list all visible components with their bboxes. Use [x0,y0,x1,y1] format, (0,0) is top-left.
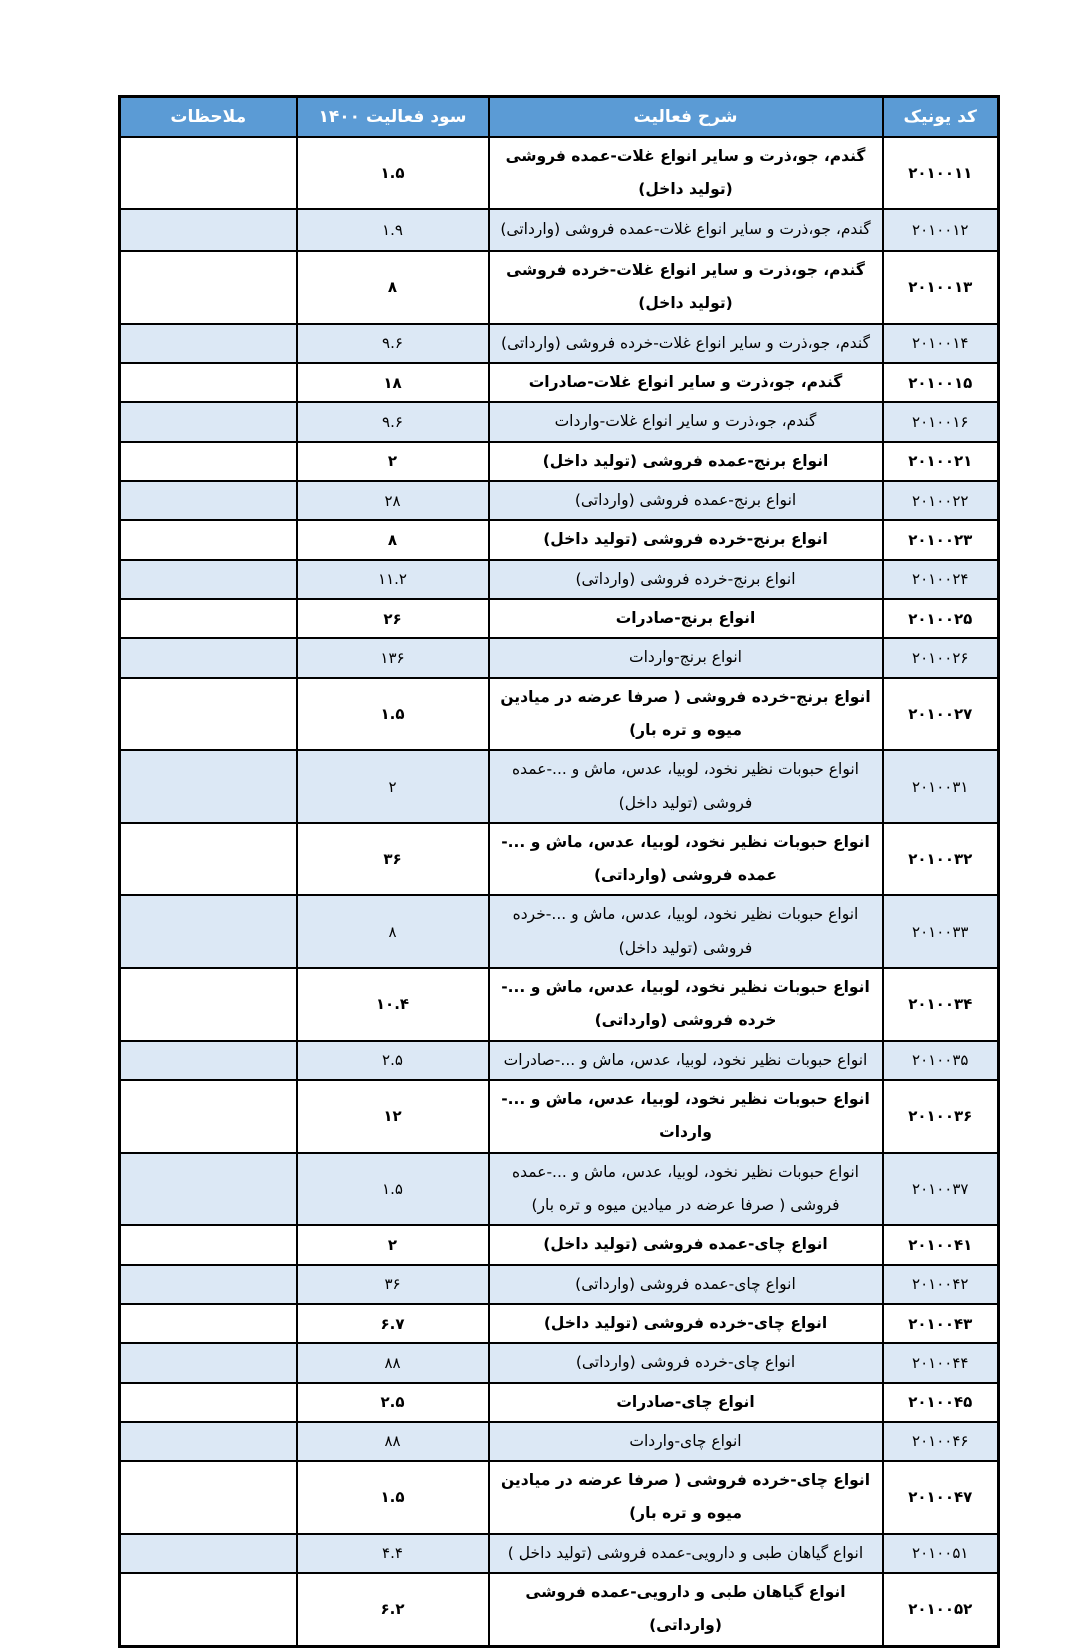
cell-description: انواع چای-خرده فروشی (تولید داخل) [489,1304,883,1343]
table-row [120,1461,999,1534]
column-header-remarks: ملاحظات [120,97,297,137]
cell-remarks [120,1461,297,1534]
column-header-code: کد یونیک [883,97,999,137]
table-row [120,678,999,751]
cell-description: انواع چای-صادرات [489,1383,883,1422]
table-row [120,1153,999,1226]
cell-profit: ۱.۵ [297,1153,489,1226]
cell-description: گندم، جو،ذرت و سایر انواع غلات-عمده فروشی (وارداتی) [489,209,883,251]
cell-description: انواع حبوبات نظیر نخود، لوبیا، عدس، ماش و ...-خرده فروشی (وارداتی) [489,968,883,1041]
cell-code: ۲۰۱۰۰۳۵ [883,1041,999,1080]
cell-remarks [120,1153,297,1226]
cell-code: ۲۰۱۰۰۴۵ [883,1383,999,1422]
cell-profit: ۲۸ [297,481,489,520]
table-row [120,638,999,677]
column-header-description: شرح فعالیت [489,97,883,137]
table-row [120,1422,999,1461]
cell-remarks [120,1225,297,1264]
cell-remarks [120,402,297,441]
cell-profit: ۶.۷ [297,1304,489,1343]
cell-profit: ۱.۵ [297,137,489,210]
cell-code: ۲۰۱۰۰۴۱ [883,1225,999,1264]
cell-description: گندم، جو،ذرت و سایر انواع غلات-خرده فروشی (وارداتی) [489,324,883,363]
table-row [120,1225,999,1264]
cell-profit: ۸ [297,895,489,968]
column-header-profit: سود فعالیت ۱۴۰۰ [297,97,489,137]
cell-remarks [120,363,297,402]
cell-profit: ۲ [297,442,489,481]
table-row [120,442,999,481]
cell-code: ۲۰۱۰۰۲۴ [883,560,999,599]
cell-remarks [120,251,297,324]
cell-remarks [120,1080,297,1153]
cell-code: ۲۰۱۰۰۴۲ [883,1265,999,1304]
cell-remarks [120,968,297,1041]
cell-remarks [120,638,297,677]
cell-remarks [120,560,297,599]
table-row [120,324,999,363]
cell-remarks [120,442,297,481]
cell-profit: ۱۱.۲ [297,560,489,599]
cell-remarks [120,481,297,520]
cell-code: ۲۰۱۰۰۲۷ [883,678,999,751]
cell-code: ۲۰۱۰۰۴۷ [883,1461,999,1534]
table-row [120,1534,999,1573]
table-row [120,1041,999,1080]
table-row [120,402,999,441]
cell-description: انواع حبوبات نظیر نخود، لوبیا، عدس، ماش و ...-عمده فروشی (وارداتی) [489,823,883,896]
table-row [120,750,999,823]
cell-description: انواع حبوبات نظیر نخود، لوبیا، عدس، ماش و ...-واردات [489,1080,883,1153]
cell-remarks [120,209,297,251]
cell-code: ۲۰۱۰۰۳۱ [883,750,999,823]
cell-profit: ۲.۵ [297,1383,489,1422]
cell-description: انواع چای-عمده فروشی (وارداتی) [489,1265,883,1304]
table-row [120,137,999,210]
cell-code: ۲۰۱۰۰۴۳ [883,1304,999,1343]
cell-profit: ۱۳۶ [297,638,489,677]
cell-code: ۲۰۱۰۰۱۳ [883,251,999,324]
table-row [120,363,999,402]
cell-description: انواع حبوبات نظیر نخود، لوبیا، عدس، ماش و ...-خرده فروشی (تولید داخل) [489,895,883,968]
cell-description: انواع گیاهان طبی و دارویی-عمده فروشی (تولید داخل ) [489,1534,883,1573]
cell-remarks [120,1265,297,1304]
cell-code: ۲۰۱۰۰۱۶ [883,402,999,441]
cell-profit: ۹.۶ [297,324,489,363]
cell-description: انواع چای-خرده فروشی ( صرفا عرضه در میادین میوه و تره بار) [489,1461,883,1534]
cell-description: انواع برنج-خرده فروشی ( صرفا عرضه در میادین میوه و تره بار) [489,678,883,751]
cell-remarks [120,1304,297,1343]
table-row [120,823,999,896]
cell-code: ۲۰۱۰۰۳۷ [883,1153,999,1226]
cell-code: ۲۰۱۰۰۳۶ [883,1080,999,1153]
cell-code: ۲۰۱۰۰۵۱ [883,1534,999,1573]
cell-description: انواع حبوبات نظیر نخود، لوبیا، عدس، ماش و ...-صادرات [489,1041,883,1080]
cell-code: ۲۰۱۰۰۴۴ [883,1343,999,1382]
cell-remarks [120,1383,297,1422]
cell-profit: ۸ [297,251,489,324]
cell-profit: ۹.۶ [297,402,489,441]
cell-remarks [120,823,297,896]
cell-code: ۲۰۱۰۰۳۳ [883,895,999,968]
cell-profit: ۳۶ [297,1265,489,1304]
cell-profit: ۱.۵ [297,678,489,751]
cell-description: انواع چای-عمده فروشی (تولید داخل) [489,1225,883,1264]
cell-remarks [120,1573,297,1646]
cell-description: انواع برنج-صادرات [489,599,883,638]
cell-profit: ۸ [297,520,489,559]
table-row [120,895,999,968]
cell-profit: ۸۸ [297,1343,489,1382]
cell-code: ۲۰۱۰۰۵۲ [883,1573,999,1646]
cell-description: انواع برنج-عمده فروشی (تولید داخل) [489,442,883,481]
cell-description: گندم، جو،ذرت و سایر انواع غلات-خرده فروشی (تولید داخل) [489,251,883,324]
cell-description: گندم، جو،ذرت و سایر انواع غلات-عمده فروشی (تولید داخل) [489,137,883,210]
cell-profit: ۲.۵ [297,1041,489,1080]
table-row [120,560,999,599]
table-row [120,1383,999,1422]
table-row [120,1080,999,1153]
cell-profit: ۱.۵ [297,1461,489,1534]
cell-remarks [120,1343,297,1382]
cell-profit: ۲۶ [297,599,489,638]
table-row [120,1343,999,1382]
cell-code: ۲۰۱۰۰۱۲ [883,209,999,251]
cell-code: ۲۰۱۰۰۲۳ [883,520,999,559]
table-row [120,481,999,520]
cell-remarks [120,750,297,823]
cell-remarks [120,895,297,968]
table-row [120,599,999,638]
cell-description: گندم، جو،ذرت و سایر انواع غلات-واردات [489,402,883,441]
cell-description: انواع برنج-واردات [489,638,883,677]
table-row [120,209,999,251]
table-row [120,1304,999,1343]
cell-description: انواع برنج-عمده فروشی (وارداتی) [489,481,883,520]
cell-description: انواع برنج-خرده فروشی (وارداتی) [489,560,883,599]
cell-code: ۲۰۱۰۰۱۱ [883,137,999,210]
cell-profit: ۱۲ [297,1080,489,1153]
cell-profit: ۲ [297,1225,489,1264]
cell-remarks [120,137,297,210]
table-row [120,968,999,1041]
table-row [120,1573,999,1646]
table-row [120,1265,999,1304]
cell-profit: ۳۶ [297,823,489,896]
cell-remarks [120,324,297,363]
cell-profit: ۲ [297,750,489,823]
cell-description: انواع گیاهان طبی و دارویی-عمده فروشی (وارداتی) [489,1573,883,1646]
cell-profit: ۱.۹ [297,209,489,251]
cell-code: ۲۰۱۰۰۳۴ [883,968,999,1041]
cell-remarks [120,678,297,751]
cell-remarks [120,520,297,559]
header-row [120,97,999,137]
cell-code: ۲۰۱۰۰۴۶ [883,1422,999,1461]
cell-code: ۲۰۱۰۰۲۶ [883,638,999,677]
cell-profit: ۱۰.۴ [297,968,489,1041]
cell-remarks [120,599,297,638]
table-header [120,97,999,137]
cell-description: انواع حبوبات نظیر نخود، لوبیا، عدس، ماش و ...-عمده فروشی (تولید داخل) [489,750,883,823]
cell-description: انواع چای-واردات [489,1422,883,1461]
cell-remarks [120,1041,297,1080]
cell-remarks [120,1422,297,1461]
profit-coefficients-table [118,95,1000,1648]
cell-code: ۲۰۱۰۰۲۵ [883,599,999,638]
cell-code: ۲۰۱۰۰۲۱ [883,442,999,481]
cell-profit: ۶.۲ [297,1573,489,1646]
cell-code: ۲۰۱۰۰۳۲ [883,823,999,896]
cell-description: انواع حبوبات نظیر نخود، لوبیا، عدس، ماش و ...-عمده فروشی ( صرفا عرضه در میادین میوه و تره بار) [489,1153,883,1226]
cell-profit: ۴.۴ [297,1534,489,1573]
cell-profit: ۸۸ [297,1422,489,1461]
table-row [120,520,999,559]
cell-remarks [120,1534,297,1573]
cell-profit: ۱۸ [297,363,489,402]
cell-description: انواع چای-خرده فروشی (وارداتی) [489,1343,883,1382]
table-row [120,251,999,324]
cell-code: ۲۰۱۰۰۱۴ [883,324,999,363]
cell-description: انواع برنج-خرده فروشی (تولید داخل) [489,520,883,559]
table-body [120,137,999,1647]
cell-code: ۲۰۱۰۰۲۲ [883,481,999,520]
cell-description: گندم، جو،ذرت و سایر انواع غلات-صادرات [489,363,883,402]
cell-code: ۲۰۱۰۰۱۵ [883,363,999,402]
